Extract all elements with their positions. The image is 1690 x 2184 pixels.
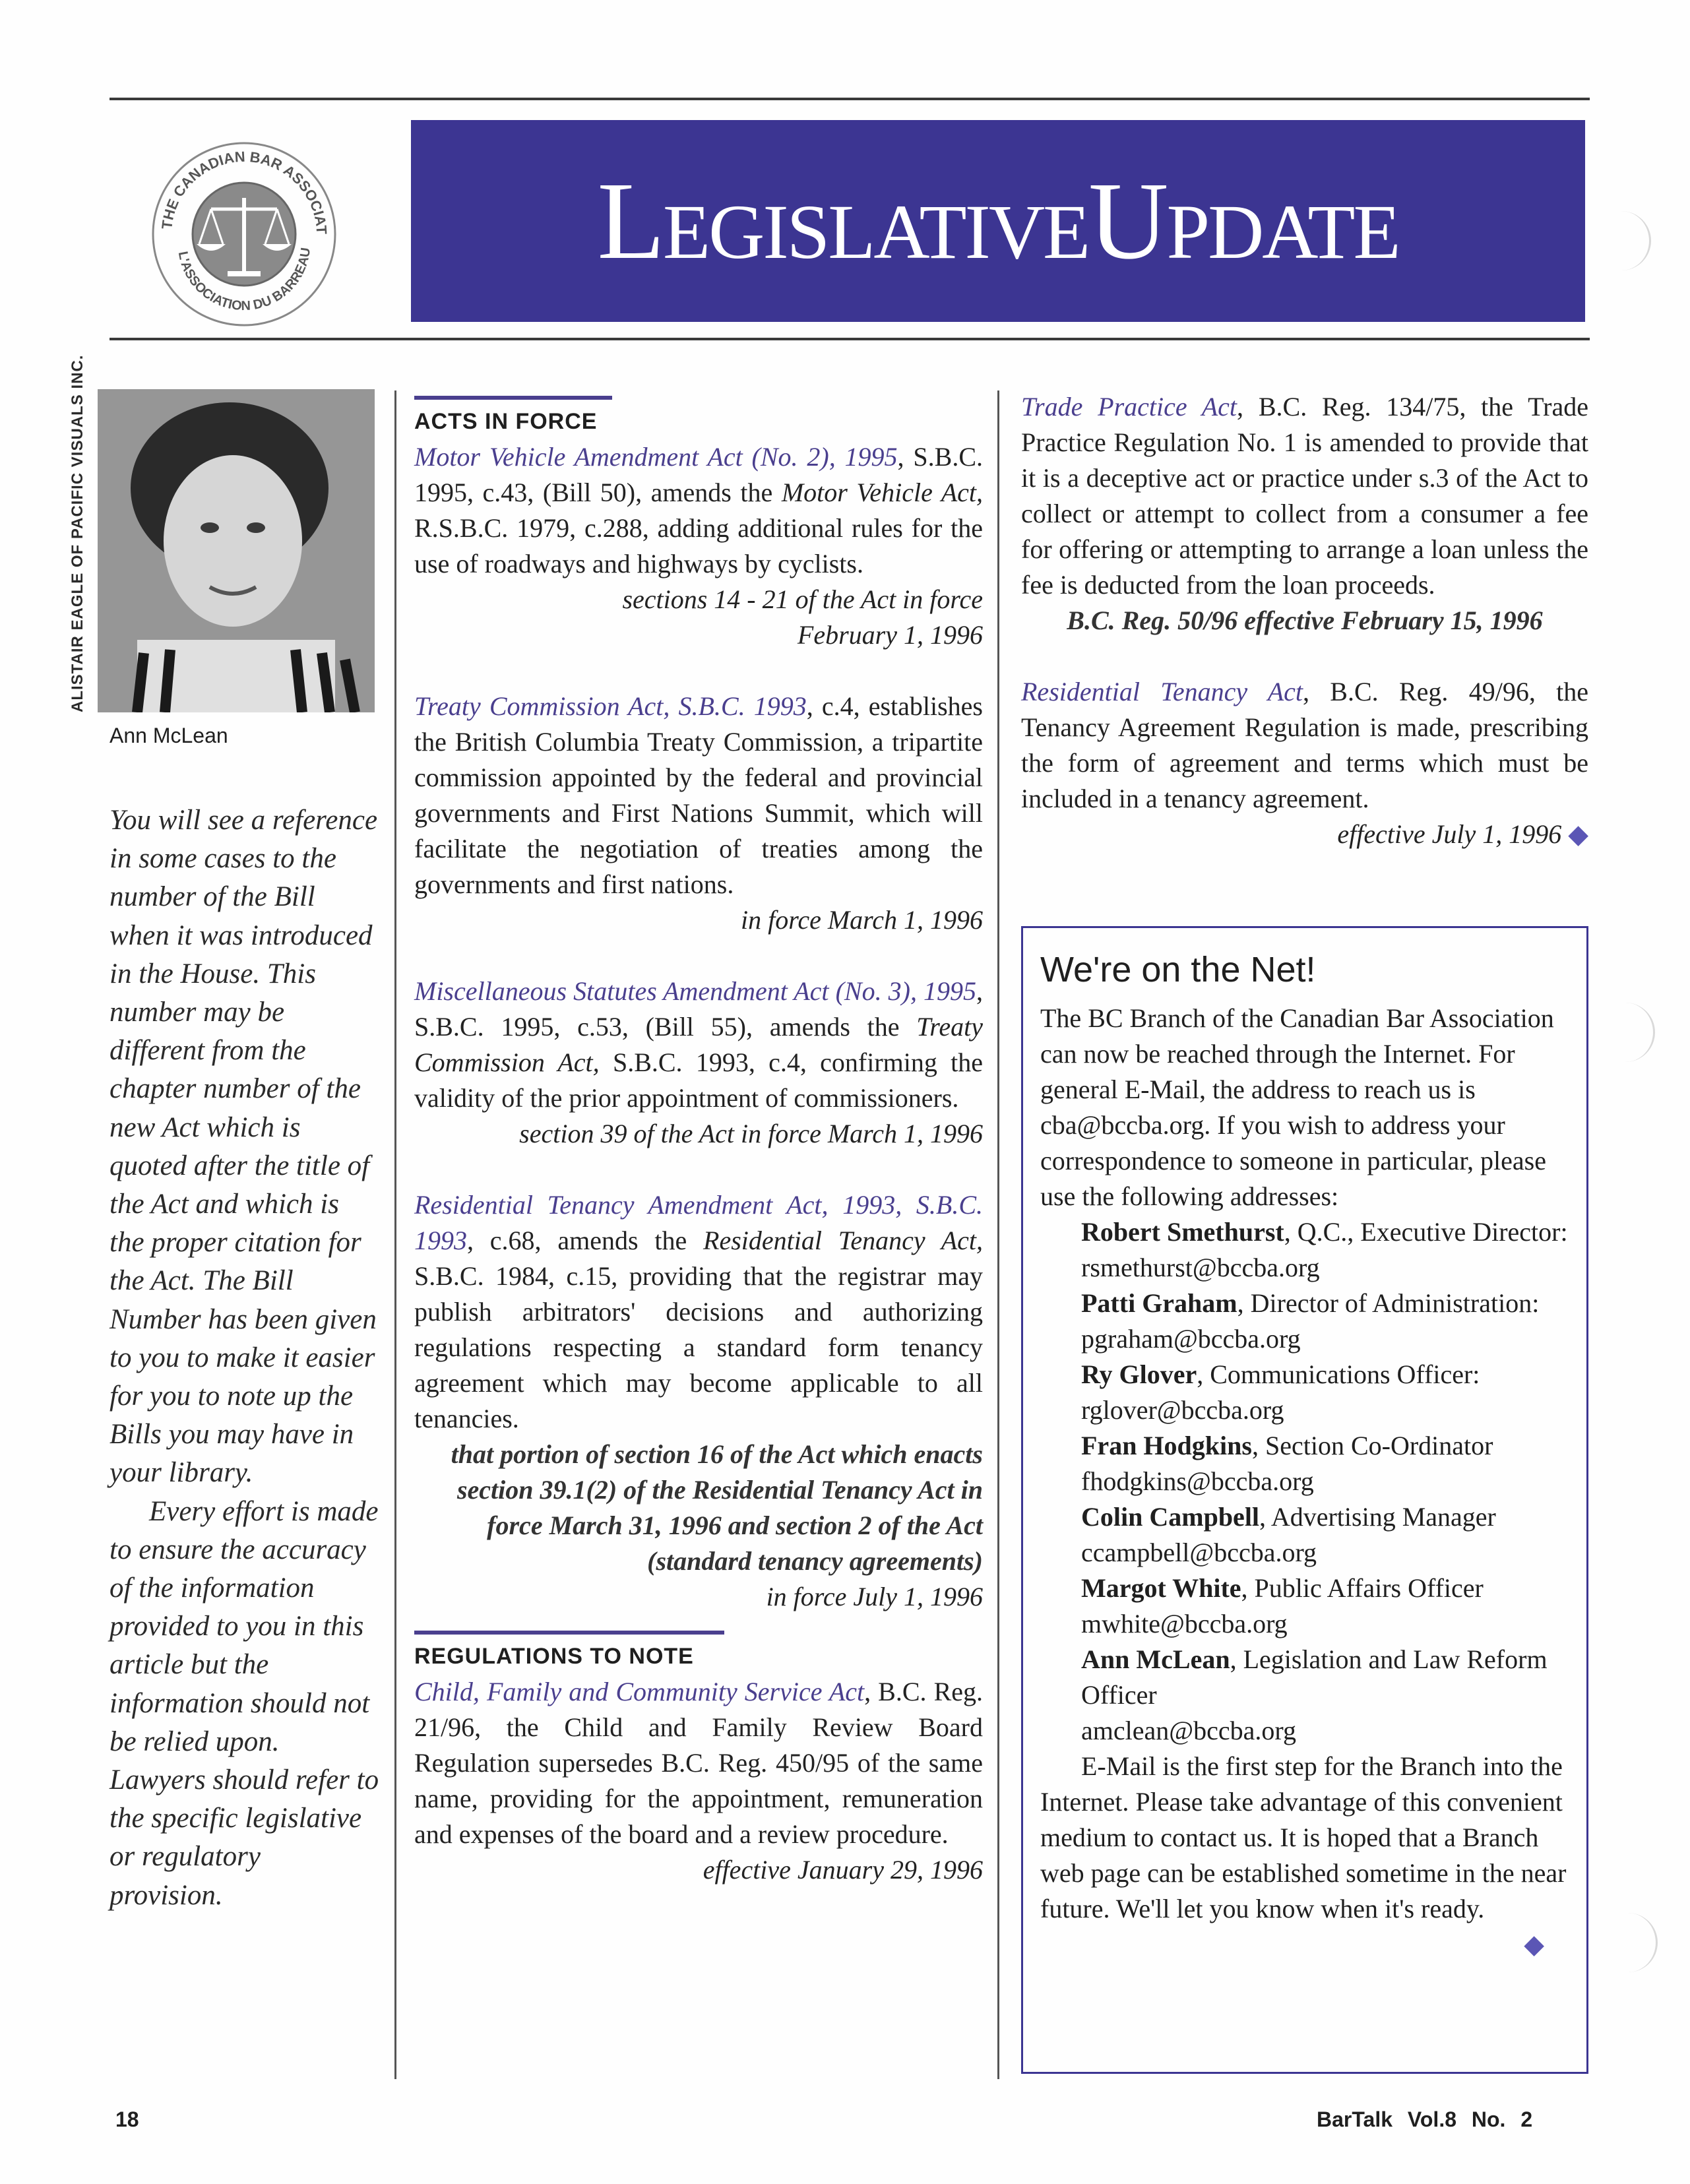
section-heading-acts: ACTS IN FORCE <box>414 396 612 439</box>
regulation-entry: Trade Practice Act, B.C. Reg. 134/75, the Trade Practice Regulation No. 1 is amended to provide that it is a deceptive act or practice under s.3 of the Act to collect or attempt to collect from a consumer a fee for offering or attempting to arrange a loan unless the fee is deducted from the loan proceeds. <box>1021 392 1588 600</box>
punch-hole <box>1610 211 1651 270</box>
net-announcement-box <box>1021 926 1588 2074</box>
photo-credit: ALISTAIR EAGLE OF PACIFIC VISUALS INC. <box>69 354 86 712</box>
svg-text:L'ASSOCIATION DU BARREAU CANAD: L'ASSOCIATION DU BARREAU <box>175 247 314 314</box>
regulation-entry: Residential Tenancy Act, B.C. Reg. 49/96, the Tenancy Agreement Regulation is made, prescribing the form of agreement and terms which must be included in a tenancy agreement. <box>1021 677 1589 813</box>
contact-email[interactable]: rsmethurst@bccba.org <box>1081 1253 1320 1282</box>
regulation-title: Residential Tenancy Act <box>1021 677 1303 706</box>
effective-note: effective July 1, 1996 ◆ <box>1337 819 1588 849</box>
sidebar-paragraph: Every effort is made to ensure the accuracy of the information provided to you in this article but the information should not be relied upon. Lawyers should refer to the specific legislative or regulatory provision. <box>110 1495 379 1911</box>
svg-text:THE CANADIAN BAR ASSOCIATION: THE CANADIAN BAR ASSOCIAT <box>158 148 330 235</box>
contact-email[interactable]: rglover@bccba.org <box>1081 1395 1284 1425</box>
act-title: Treaty Commission Act, S.B.C. 1993 <box>414 691 807 721</box>
contact-email[interactable]: ccampbell@bccba.org <box>1081 1538 1317 1567</box>
sidebar-paragraph: You will see a reference in some cases to the number of the Bill when it was introduced in the House. This number may be different from the chapter number of the new Act which is quoted after the title of the Act and which is the proper citation for the Act. The Bill Number has been given to you to make it easier for you to note up the Bills you may have in your library. <box>110 805 378 1489</box>
punch-hole <box>1613 1003 1655 1062</box>
contact-entry: Robert Smethurst, Q.C., Executive Director: rsmethurst@bccba.org <box>1081 1217 1568 1282</box>
contact-entry: Ry Glover, Communications Officer: rglover@bccba.org <box>1081 1359 1480 1425</box>
masthead-title: LegislativeUpdate <box>597 160 1399 282</box>
effective-note: effective January 29, 1996 <box>703 1855 983 1885</box>
act-title: Miscellaneous Statutes Amendment Act (No. 3), 1995 <box>414 976 976 1006</box>
effective-note: B.C. Reg. 50/96 effective February 15, 1996 <box>1067 606 1543 635</box>
contact-entry: Fran Hodgkins, Section Co-Ordinator fhodgkins@bccba.org <box>1081 1431 1493 1496</box>
photo-caption: Ann McLean <box>110 724 228 747</box>
regulations-column <box>1021 389 1588 852</box>
page-number: 18 <box>115 2107 139 2131</box>
column-divider <box>394 390 396 2079</box>
acts-column <box>414 396 983 1888</box>
net-box-title: We're on the Net! <box>1040 950 1316 989</box>
regulation-title: Trade Practice Act <box>1021 392 1237 421</box>
effective-note: section 39 of the Act in force March 1, 1996 <box>519 1119 983 1148</box>
act-title: Residential Tenancy Amendment Act, 1993, S.B.C. 1993 <box>414 1190 983 1255</box>
contact-entry: Colin Campbell, Advertising Manager ccampbell@bccba.org <box>1081 1502 1496 1567</box>
contact-email[interactable]: mwhite@bccba.org <box>1081 1609 1288 1638</box>
contact-entry: Margot White, Public Affairs Officer mwhite@bccba.org <box>1081 1573 1484 1638</box>
net-box-closing: E-Mail is the first step for the Branch into the Internet. Please take advantage of this convenient medium to contact us. It is hoped that a Branch web page can be established sometime in the near future. We'll let you know when it's ready. ◆ <box>1040 1749 1568 1927</box>
sidebar-note <box>110 801 380 1915</box>
column-divider <box>997 390 999 2079</box>
effective-note: sections 14 - 21 of the Act in force <box>622 584 983 614</box>
contact-email[interactable]: pgraham@bccba.org <box>1081 1324 1301 1354</box>
scales-of-justice-icon <box>145 135 343 333</box>
effective-note: that portion of section 16 of the Act which enacts section 39.1(2) of the Residential Tenancy Act in force March 31, 1996 and section 2 of the Act (standard tenancy agreements) <box>451 1439 983 1576</box>
masthead-banner <box>411 120 1585 322</box>
publication-info: BarTalk Vol.8 No. 2 <box>1317 2107 1533 2131</box>
act-title: Motor Vehicle Amendment Act (No. 2), 1995 <box>414 442 898 472</box>
act-entry: Treaty Commission Act, S.B.C. 1993, c.4, establishes the British Columbia Treaty Commission, a tripartite commission appointed by the federal and provincial governments and First Nations Summit, which will facilitate the negotiation of treaties among the governments and first nations. <box>414 691 984 899</box>
regulation-title: Child, Family and Community Service Act <box>414 1677 865 1706</box>
cba-logo <box>145 135 343 333</box>
act-entry: Miscellaneous Statutes Amendment Act (No. 3), 1995, S.B.C. 1995, c.53, (Bill 55), amends the Treaty Commission Act, S.B.C. 1993, c.4, confirming the validity of the prior appointment of commissioners. <box>414 976 983 1113</box>
regulation-entry: Child, Family and Community Service Act, B.C. Reg. 21/96, the Child and Family Review Board Regulation supersedes B.C. Reg. 450/95 of the same name, providing for the appointment, remuneration and expenses of the board and a review procedure. <box>414 1677 983 1849</box>
act-entry: Residential Tenancy Amendment Act, 1993, S.B.C. 1993, c.68, amends the Residential Tenancy Act, S.B.C. 1984, c.15, providing that the registrar may publish arbitrators' decisions and authorizing regulations respecting a standard form tenancy agreement which may become applicable to all tenancies. <box>414 1190 984 1433</box>
end-marker-icon: ◆ <box>1568 819 1588 849</box>
masthead-top-rule <box>110 98 1590 100</box>
masthead-bottom-rule <box>110 338 1590 340</box>
net-box-intro: The BC Branch of the Canadian Bar Association can now be reached through the Internet. For general E-Mail, the address to reach us is cba@bccba.org. If you wish to address your correspondence to someone in particular, please use the following addresses: <box>1040 1003 1554 1211</box>
effective-note: in force March 1, 1996 <box>741 905 983 935</box>
contact-email[interactable]: amclean@bccba.org <box>1081 1716 1296 1745</box>
contact-entry: Ann McLean, Legislation and Law Reform Officer amclean@bccba.org <box>1081 1644 1548 1745</box>
punch-hole <box>1616 1913 1658 1972</box>
effective-note: February 1, 1996 <box>797 620 983 650</box>
act-entry: Motor Vehicle Amendment Act (No. 2), 1995, S.B.C. 1995, c.43, (Bill 50), amends the Motor Vehicle Act, R.S.B.C. 1979, c.288, adding additional rules for the use of roadways and highways by cyclists. <box>414 442 983 578</box>
contact-email[interactable]: fhodgkins@bccba.org <box>1081 1466 1314 1496</box>
author-photo <box>98 389 375 712</box>
contact-entry: Patti Graham, Director of Administration: pgraham@bccba.org <box>1081 1288 1540 1354</box>
end-marker-icon: ◆ <box>1524 1929 1544 1959</box>
section-heading-regulations: REGULATIONS TO NOTE <box>414 1631 724 1674</box>
effective-note: in force July 1, 1996 <box>766 1582 983 1611</box>
